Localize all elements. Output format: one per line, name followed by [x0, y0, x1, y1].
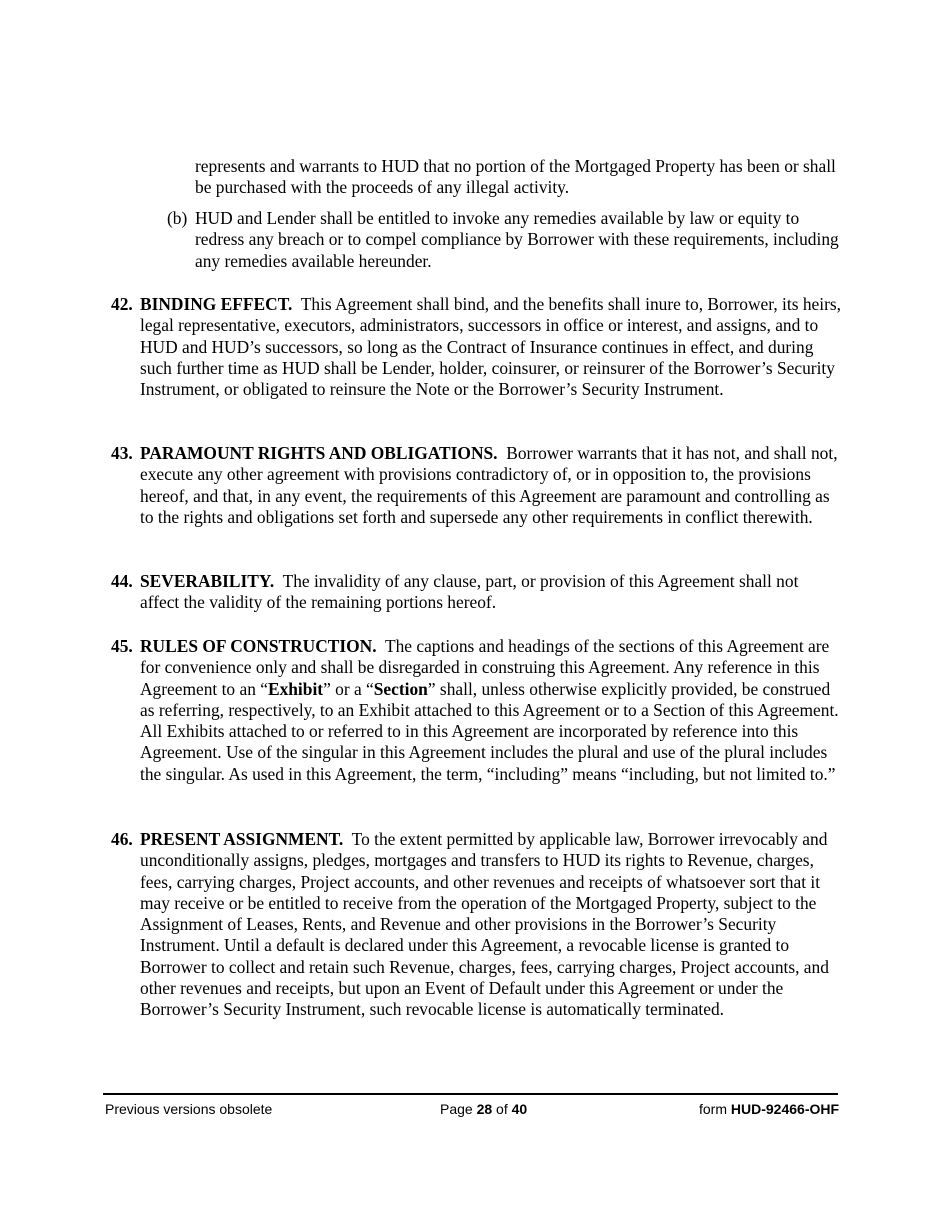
section-number: 42.	[111, 294, 133, 314]
section-heading: RULES OF CONSTRUCTION.	[140, 636, 377, 656]
section-text: The invalidity of any clause, part, or provision of this Agreement shall not affect the validity of the remaining portions hereof.	[140, 571, 799, 613]
page-current: 28	[476, 1101, 493, 1117]
section-text: ” or a “	[323, 678, 374, 699]
section-number: 43.	[111, 443, 133, 463]
section-number: 46.	[111, 829, 133, 849]
subitem-b	[167, 208, 845, 272]
section-text: ” shall, unless otherwise explicitly provided, be construed as referring, respectively, to an Exhibit attached to this Agreement or to a Section of this Agreement. All Exhibits attached to or referred to in this Agreement are incorporated by reference into this Agreement. Use of the singular in this Agreement includes the plural and use of the plural includes the singular. As used in this Agreement, the term, “including” means “including, but not limited to.”	[140, 678, 839, 784]
section-45	[111, 636, 841, 785]
page-of: of	[492, 1101, 512, 1117]
page-total: 40	[511, 1101, 528, 1117]
section-heading: BINDING EFFECT.	[140, 294, 293, 314]
section-heading: PRESENT ASSIGNMENT.	[140, 829, 344, 849]
section-43	[111, 443, 841, 528]
section-text: The captions and headings of the sections of this Agreement are for convenience only and shall be disregarded in construing this Agreement. Any reference in this Agreement to an “	[140, 636, 830, 699]
subitem-text: HUD and Lender shall be entitled to invoke any remedies available by law or equity to redress any breach or to compel compliance by Borrower with these requirements, including any remedies available hereunder.	[195, 208, 839, 271]
continuation-paragraph: represents and warrants to HUD that no portion of the Mortgaged Property has been or shall be purchased with the proceeds of any illegal activity.	[195, 156, 836, 198]
section-44	[111, 571, 841, 614]
form-prefix: form	[699, 1101, 731, 1117]
section-text: To the extent permitted by applicable law, Borrower irrevocably and unconditionally assigns, pledges, mortgages and transfers to HUD its rights to Revenue, charges, fees, carrying charges, Project accounts, and other revenues and receipts of whatsoever sort that it may receive or be entitled to receive from the operation of the Mortgaged Property, subject to the Assignment of Leases, Rents, and Revenue and other provisions in the Borrower’s Security Instrument. Until a default is declared under this Agreement, a revocable license is granted to Borrower to collect and retain such Revenue, charges, fees, carrying charges, Project accounts, and other revenues and receipts, but upon an Event of Default under this Agreement or under the Borrower’s Security Instrument, such revocable license is automatically terminated.	[140, 829, 829, 1020]
footer-rule	[103, 1093, 838, 1095]
exhibit-term: Exhibit	[267, 678, 324, 699]
footer-form-number	[699, 1101, 839, 1117]
section-heading: PARAMOUNT RIGHTS AND OBLIGATIONS.	[140, 443, 498, 463]
page-prefix: Page	[440, 1101, 477, 1117]
section-number: 44.	[111, 571, 133, 591]
footer-obsolete-note: Previous versions obsolete	[105, 1101, 273, 1117]
subitem-label: (b)	[167, 208, 188, 228]
section-text: Borrower warrants that it has not, and shall not, execute any other agreement with provisions contradictory of, or in opposition to, the provisions hereof, and that, in any event, the requirements of this Agreement are paramount and controlling as to the rights and obligations set forth and supersede any other requirements in conflict therewith.	[140, 443, 838, 527]
section-46	[111, 829, 841, 1021]
section-text: This Agreement shall bind, and the benefits shall inure to, Borrower, its heirs, legal representative, executors, administrators, successors in office or interest, and assigns, and to HUD and HUD’s successors, so long as the Contract of Insurance continues in effect, and during such further time as HUD shall be Lender, holder, coinsurer, or reinsurer of the Borrower’s Security Instrument, or obligated to reinsure the Note or the Borrower’s Security Instrument.	[140, 294, 841, 400]
section-heading: SEVERABILITY.	[140, 571, 275, 591]
footer-page-number	[440, 1101, 527, 1117]
section-42	[111, 294, 841, 400]
section-number: 45.	[111, 636, 133, 656]
form-number: HUD-92466-OHF	[730, 1101, 840, 1117]
section-term: Section	[373, 678, 428, 699]
